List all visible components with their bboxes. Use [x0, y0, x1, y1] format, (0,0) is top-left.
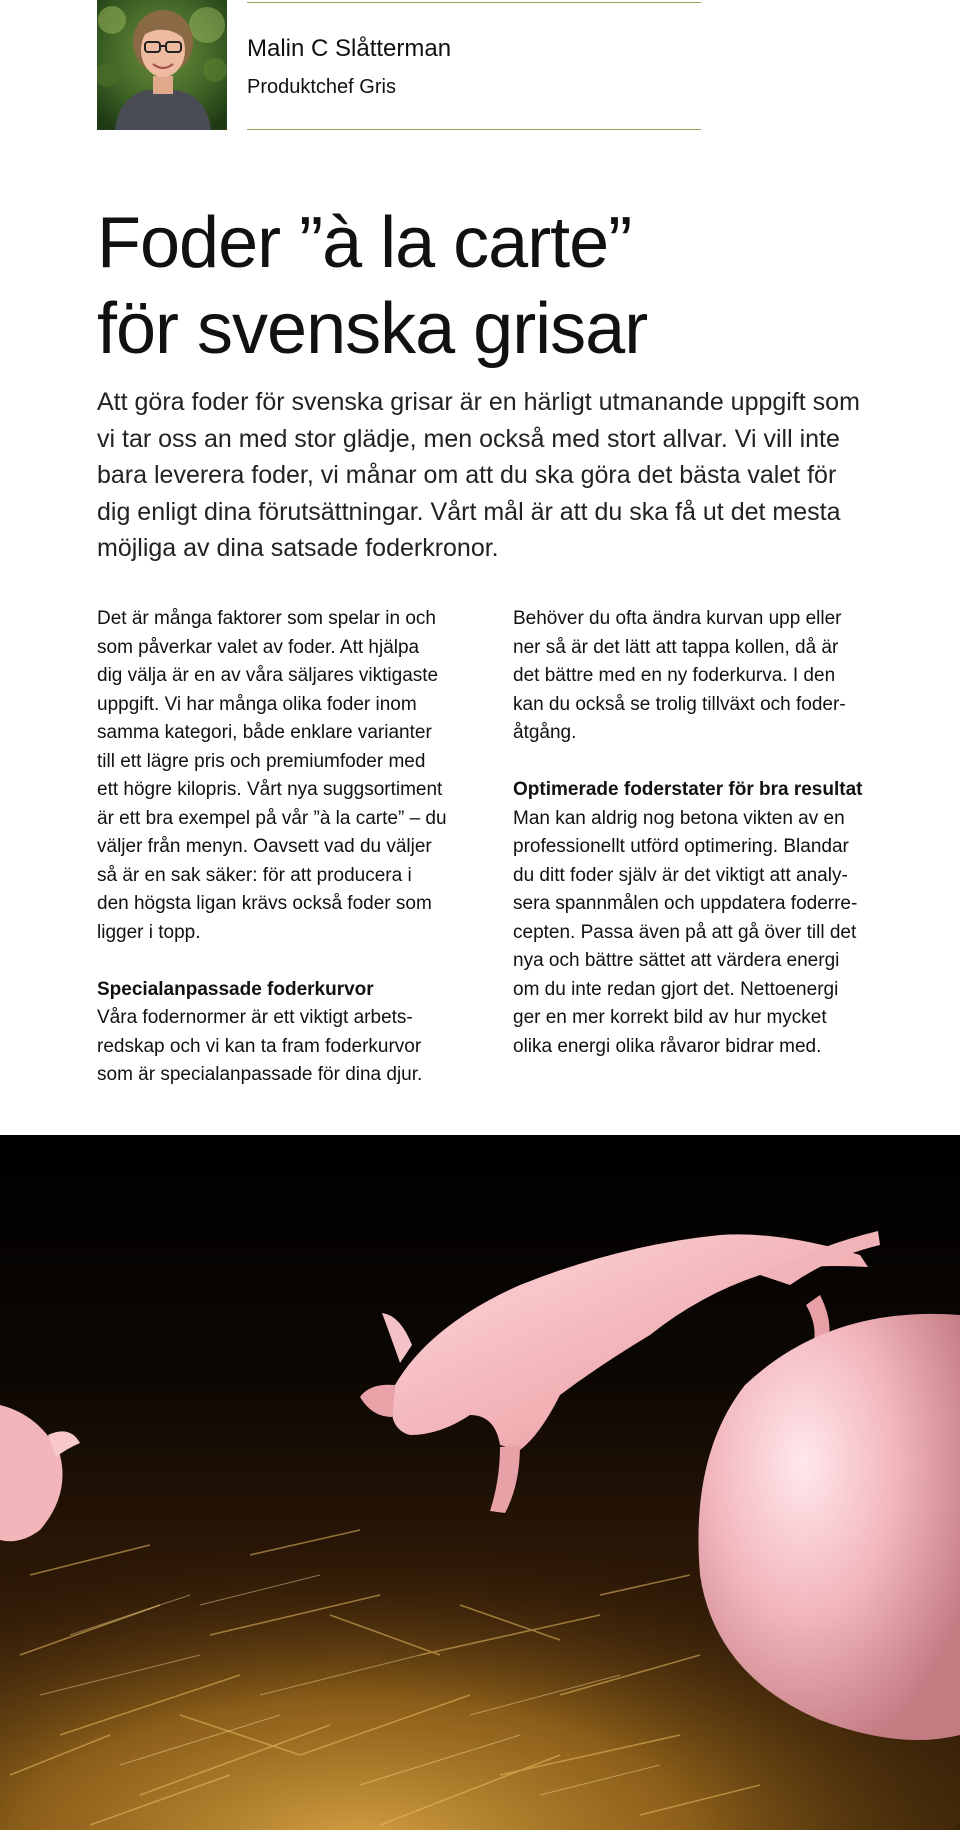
text-line: professionellt utförd optimering. Blandar	[513, 836, 849, 857]
text-line: Våra fodernormer är ett viktigt arbets-	[97, 1007, 413, 1028]
article-ingress	[97, 384, 907, 567]
article-headline	[97, 200, 897, 372]
text-line: är ett bra exempel på vår ”à la carte” – du	[97, 807, 447, 829]
author-block	[97, 0, 701, 132]
ingress-line: vi tar oss an med stor glädje, men också med stort allvar. Vi vill inte	[97, 424, 840, 453]
ingress-line: möjliga av dina satsade foderkronor.	[97, 534, 499, 562]
text-line: Man kan aldrig nog betona vikten av en	[513, 807, 845, 829]
section-subheading: Specialanpassade foderkurvor	[97, 978, 374, 1000]
body-paragraph	[97, 1004, 497, 1090]
text-line: som påverkar valet av foder. Att hjälpa	[97, 636, 420, 658]
text-line: Det är många faktorer som spelar in och	[97, 608, 436, 629]
text-line: Behöver du ofta ändra kurvan upp eller	[513, 608, 842, 629]
text-line: ligger i topp.	[97, 921, 201, 943]
body-paragraph	[97, 605, 497, 947]
ingress-line: dig enligt dina förutsättningar. Vårt mål är att du ska få ut det mesta	[97, 497, 841, 526]
text-line: sera spannmålen och uppdatera foderre-	[513, 893, 858, 914]
text-line: olika energi olika råvaror bidrar med.	[513, 1035, 822, 1057]
section-subheading: Optimerade foderstater för bra resultat	[513, 779, 863, 800]
ingress-line: Att göra foder för svenska grisar är en härligt utmanande uppgift som	[97, 388, 860, 416]
headline-line-2: för svenska grisar	[97, 289, 648, 369]
body-column-left	[97, 605, 497, 1090]
author-role: Produktchef Gris	[247, 76, 396, 98]
text-line: ner så är det lätt att tappa kollen, då är	[513, 636, 839, 658]
text-line: ett högre kilopris. Vårt nya suggsortiment	[97, 779, 443, 800]
ingress-line: bara leverera foder, vi månar om att du ska göra det bästa valet för	[97, 461, 837, 489]
text-line: dig välja är en av våra säljares viktigaste	[97, 665, 439, 686]
text-line: samma kategori, både enklare varianter	[97, 722, 432, 743]
text-line: uppgift. Vi har många olika foder inom	[97, 693, 417, 715]
text-line: väljer från menyn. Oavsett vad du väljer	[97, 836, 432, 857]
author-name: Malin C Slåtterman	[247, 35, 452, 62]
text-line: så är en sak säker: för att producera i	[97, 864, 412, 886]
paragraph-spacer	[97, 947, 497, 976]
text-line: ger en mer korrekt bild av hur mycket	[513, 1007, 827, 1028]
text-line: åtgång.	[513, 722, 577, 743]
text-line: den högsta ligan krävs också foder som	[97, 893, 432, 914]
headline-line-1: Foder ”à la carte”	[97, 203, 632, 283]
body-paragraph	[513, 605, 913, 748]
text-line: om du inte redan gjort det. Nettoenergi	[513, 978, 839, 1000]
text-line: nya och bättre sättet att värdera energi	[513, 950, 840, 971]
text-line: cepten. Passa även på att gå över till det	[513, 921, 857, 943]
text-line: det bättre med en ny foderkurva. I den	[513, 665, 836, 686]
text-line: kan du också se trolig tillväxt och foder-	[513, 693, 846, 715]
body-paragraph	[513, 805, 913, 1062]
author-rule-top	[247, 2, 701, 3]
author-rule-bottom	[247, 129, 701, 130]
text-line: du ditt foder själv är det viktigt att analy-	[513, 864, 848, 886]
paragraph-spacer	[513, 748, 913, 777]
author-portrait-image	[97, 0, 227, 130]
pig-photo	[0, 1135, 960, 1830]
text-line: redskap och vi kan ta fram foderkurvor	[97, 1035, 422, 1057]
text-line: till ett lägre pris och premiumfoder med	[97, 750, 426, 772]
body-column-right	[513, 605, 913, 1061]
text-line: som är specialanpassade för dina djur.	[97, 1064, 423, 1085]
